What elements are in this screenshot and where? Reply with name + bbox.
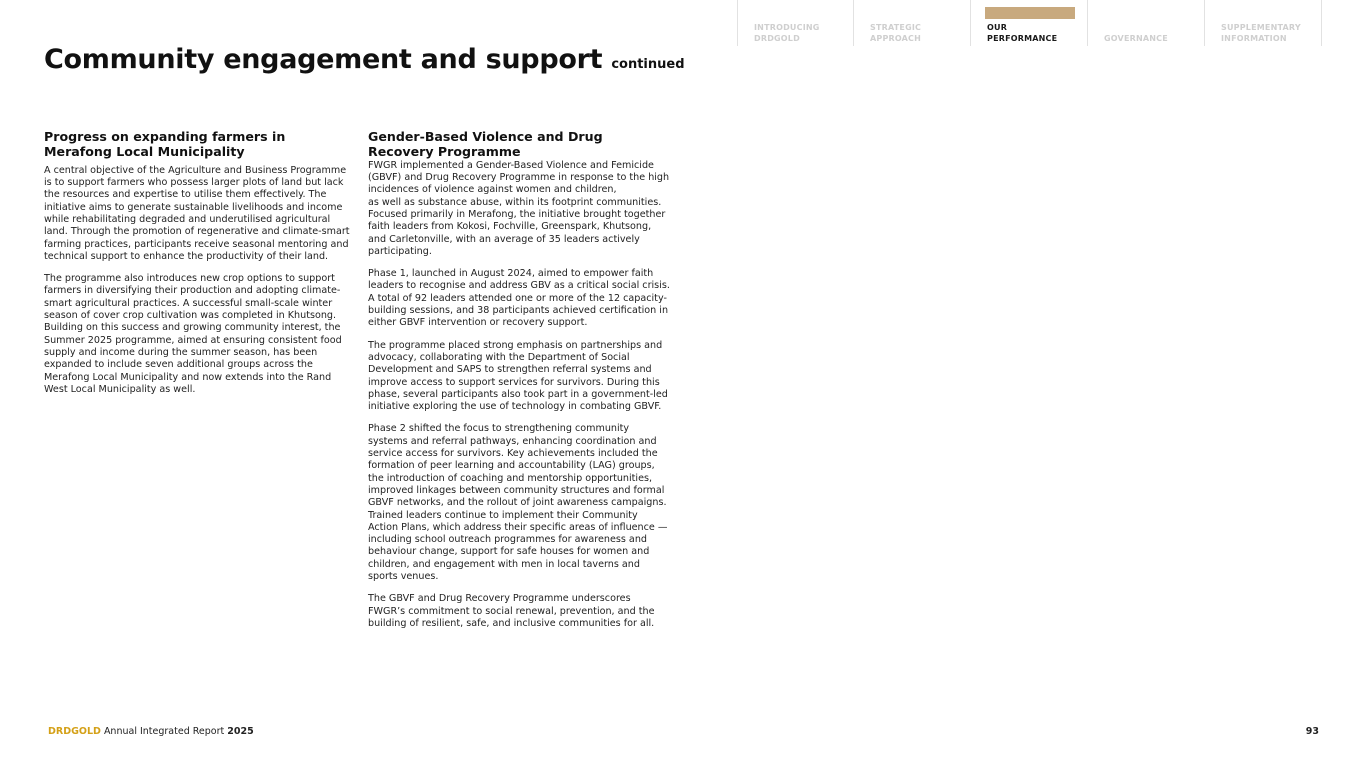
tab-supplementary-information[interactable] bbox=[1205, 0, 1322, 46]
page-title-suffix: continued bbox=[611, 57, 685, 72]
active-tab-indicator bbox=[985, 7, 1075, 19]
paragraph: The GBVF and Drug Recovery Programme underscores FWGR’s commitment to social renewal, prevention, and the building of resilient, safe, and inclusive communities for all. bbox=[368, 593, 655, 629]
tab-strategic-approach[interactable] bbox=[854, 0, 971, 46]
section-nav bbox=[737, 0, 1322, 46]
footer-brand: DRDGOLD bbox=[48, 726, 101, 737]
footer-year: 2025 bbox=[227, 726, 254, 737]
paragraph: FWGR implemented a Gender-Based Violence and Femicide (GBVF) and Drug Recovery Programme in response to the high incidences of violence against women and children, as well as substance abuse, within its footprint communities. Focused primarily in Merafong, the initiative brought together faith leaders from Kokosi, Fochville, Greenspark, Khutsong, and Carletonville, with an average of 35 leaders actively participating. bbox=[368, 159, 670, 257]
tab-introducing-drdgold[interactable] bbox=[737, 0, 854, 46]
tab-label-line1: GOVERNANCE bbox=[1104, 34, 1168, 43]
tab-label-line2: DRDGOLD bbox=[754, 34, 800, 43]
paragraph: A central objective of the Agriculture and Business Programme is to support farmers who possess larger plots of land but lack the resources and expertise to utilise them effectively. The initiative aims to generate sustainable livelihoods and income while rehabilitating degraded and underutilised agricultural land. Through the promotion of regenerative and climate-smart farming practices, participants receive seasonal mentoring and technical support to enhance the productivity of their land. bbox=[44, 164, 350, 262]
paragraph: The programme placed strong emphasis on partnerships and advocacy, collaborating with the Department of Social Development and SAPS to strengthen referral systems and improve access to support services for survivors. During this phase, several participants also took part in a government-led initiative exploring the use of technology in combating GBVF. bbox=[368, 339, 668, 413]
farmers-heading: Progress on expanding farmers in Merafong Local Municipality bbox=[44, 129, 286, 160]
tab-label-line2: APPROACH bbox=[870, 34, 922, 43]
tab-label-line1: OUR bbox=[987, 23, 1008, 32]
page-number: 93 bbox=[1305, 726, 1319, 737]
farmers-section bbox=[44, 129, 350, 406]
tab-label-line2: INFORMATION bbox=[1221, 34, 1287, 43]
gbv-heading: Gender-Based Violence and Drug Recovery Programme bbox=[368, 129, 603, 160]
tab-our-performance[interactable] bbox=[971, 0, 1088, 46]
page-title bbox=[44, 44, 685, 75]
paragraph: Phase 2 shifted the focus to strengthening community systems and referral pathways, enhancing coordination and service access for survivors. Key achievements included the formation of peer learning and accountability (LAG) groups, the introduction of coaching and mentorship opportunities, improved linkages between community structures and formal GBVF networks, and the rollout of joint awareness campaigns. Trained leaders continue to implement their Community Action Plans, which address their specific areas of influence — including school outreach programmes for awareness and behaviour change, support for safe houses for women and children, and engagement with men in local taverns and sports venues. bbox=[368, 423, 668, 583]
tab-label-line2: PERFORMANCE bbox=[987, 34, 1058, 43]
footer-report-name: Annual Integrated Report bbox=[103, 726, 225, 737]
tab-governance[interactable] bbox=[1088, 0, 1205, 46]
tab-label-line1: STRATEGIC bbox=[870, 23, 922, 32]
tab-label-line1: INTRODUCING bbox=[754, 23, 820, 32]
paragraph: The programme also introduces new crop options to support farmers in diversifying their production and adopting climate-smart agricultural practices. A successful small-scale winter season of cover crop cultivation was completed in Khutsong. Building on this success and growing community interest, the Summer 2025 programme, aimed at ensuring consistent food supply and income during the summer season, has been expanded to include seven additional groups across the Merafong Local Municipality and now extends into the Rand West Local Municipality as well. bbox=[44, 273, 342, 395]
footer-report-title bbox=[48, 726, 254, 737]
gbv-section bbox=[368, 129, 670, 640]
page-title-text: Community engagement and support bbox=[44, 44, 603, 75]
paragraph: Phase 1, launched in August 2024, aimed to empower faith leaders to recognise and address GBV as a critical social crisis. A total of 92 leaders attended one or more of the 12 capacity-building sessions, and 38 participants achieved certification in either GBVF intervention or recovery support. bbox=[368, 268, 670, 329]
tab-label-line1: SUPPLEMENTARY bbox=[1221, 23, 1301, 32]
